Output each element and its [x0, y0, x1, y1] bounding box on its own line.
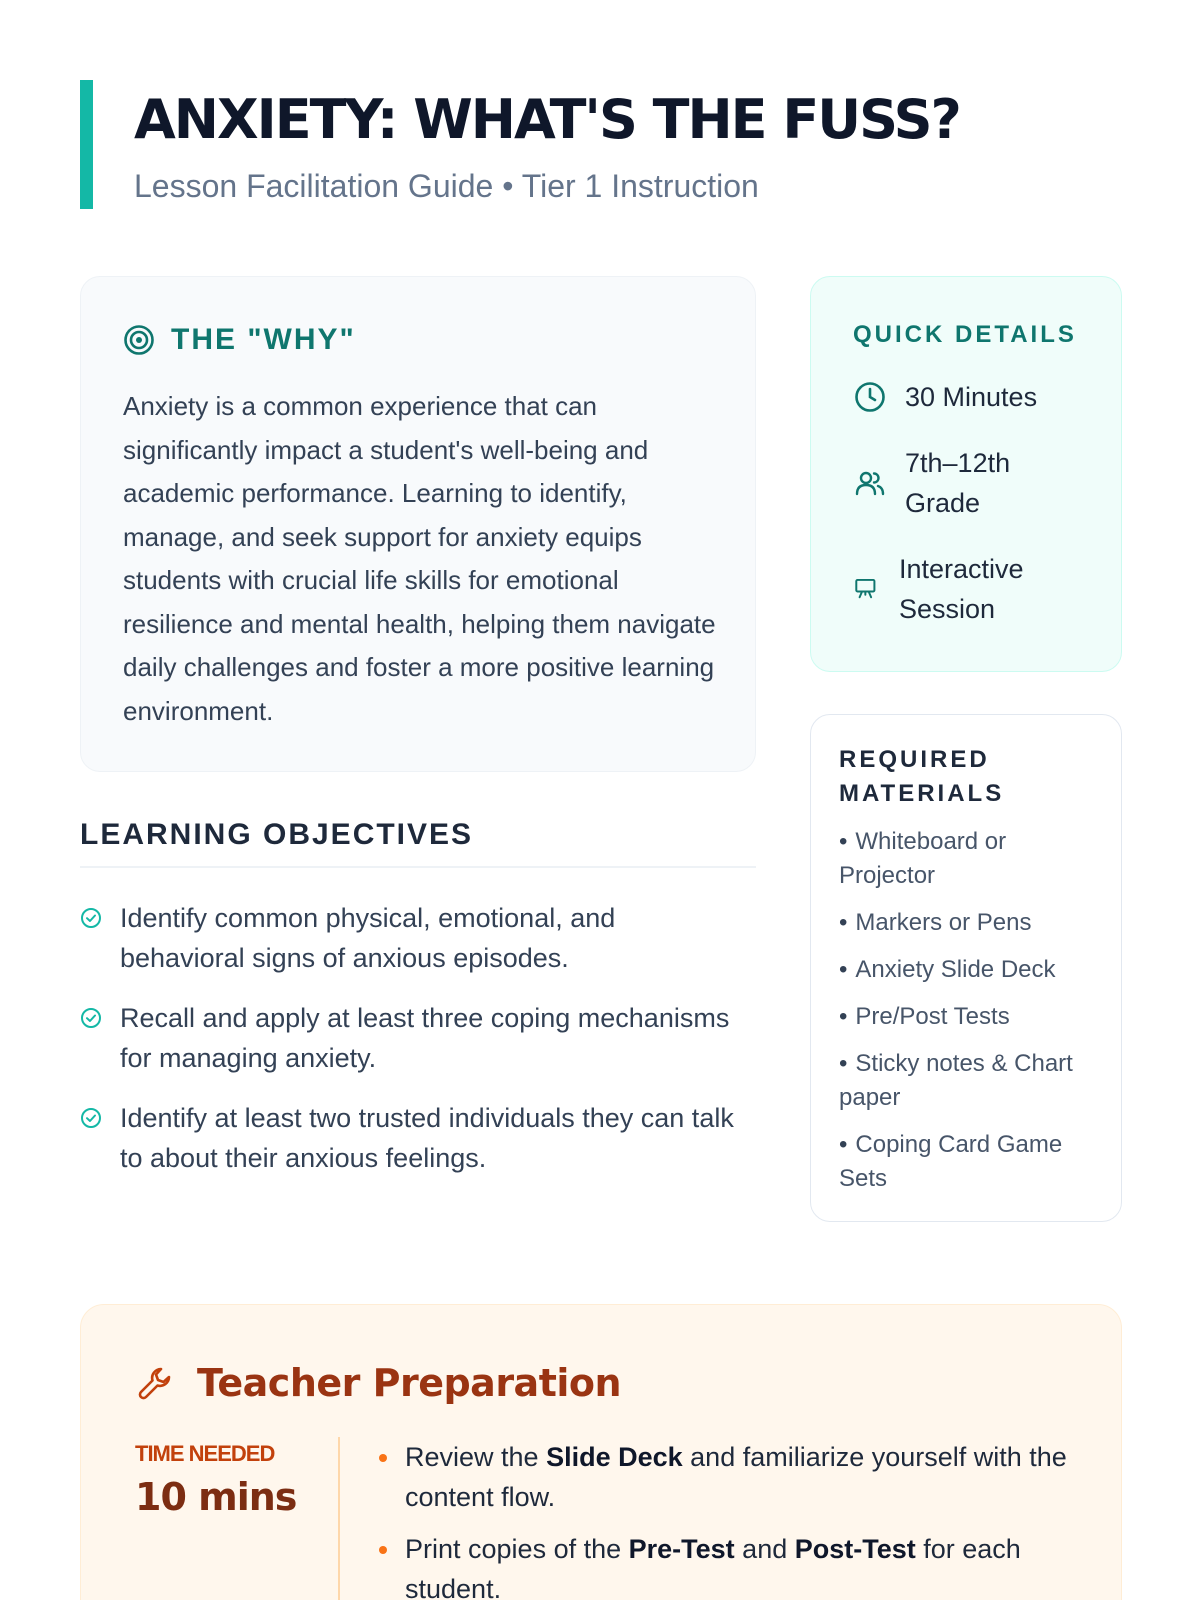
duration-row	[853, 377, 1037, 417]
page-subtitle: Lesson Facilitation Guide • Tier 1 Instruction	[134, 168, 759, 204]
why-card	[80, 276, 756, 772]
objective-text: Identify at least two trusted individuals they can talk to about their anxious feelings.	[120, 1103, 734, 1173]
materials-card	[810, 714, 1122, 1222]
presentation-icon	[853, 575, 881, 603]
materials-list	[839, 825, 1101, 1209]
objective-item	[80, 998, 756, 1078]
why-heading	[123, 323, 356, 357]
grade-line-1: 7th–12th	[905, 448, 1011, 478]
objectives-title: LEARNING OBJECTIVES	[80, 818, 474, 851]
check-circle-icon	[80, 907, 102, 929]
duration-text: 30 Minutes	[905, 382, 1038, 412]
objectives-list	[80, 898, 756, 1198]
objective-item	[80, 898, 756, 978]
clock-icon	[853, 380, 887, 414]
time-needed-value: 10 mins	[135, 1475, 297, 1519]
objectives-divider	[80, 866, 756, 868]
prep-item: Review the Slide Deck and familiarize yourself with the content flow.	[377, 1437, 1077, 1517]
material-item: • Anxiety Slide Deck	[839, 953, 1101, 987]
material-item: • Markers or Pens	[839, 906, 1101, 940]
grade-text	[905, 443, 1010, 523]
objective-text: Recall and apply at least three coping mechanisms for managing anxiety.	[120, 1003, 730, 1073]
page-title: ANXIETY: WHAT'S THE FUSS?	[134, 88, 960, 151]
why-text: Anxiety is a common experience that can significantly impact a student's well-being and academic performance. Learning to identify, manage, and seek support for anxiety equips students with crucial life skills for emotional resilience and mental health, helping them navigate daily challenges and foster a more positive learning environment.	[123, 391, 716, 726]
material-item: • Sticky notes & Chart paper	[839, 1047, 1101, 1115]
format-text	[899, 549, 1024, 629]
material-item: • Coping Card Game Sets	[839, 1128, 1101, 1196]
grade-row	[853, 443, 1010, 523]
why-title: THE "WHY"	[171, 323, 356, 356]
users-icon	[853, 466, 887, 500]
check-circle-icon	[80, 1007, 102, 1029]
material-item: • Whiteboard or Projector	[839, 825, 1101, 893]
quick-details-card	[810, 276, 1122, 672]
prep-item: Print copies of the Pre-Test and Post-Test for each student.	[377, 1529, 1077, 1600]
wrench-icon	[135, 1363, 175, 1403]
header-accent-bar	[80, 80, 93, 209]
quick-details-title: QUICK DETAILS	[853, 321, 1077, 348]
objective-text: Identify common physical, emotional, and behavioral signs of anxious episodes.	[120, 903, 616, 973]
teacher-preparation-card	[80, 1304, 1122, 1600]
materials-title: REQUIRED MATERIALS	[839, 746, 1005, 807]
format-line-1: Interactive	[899, 554, 1024, 584]
grade-line-2: Grade	[905, 488, 981, 518]
format-row	[853, 549, 1024, 629]
format-line-2: Session	[899, 594, 996, 624]
objective-item	[80, 1098, 756, 1178]
prep-divider	[338, 1437, 340, 1600]
prep-list	[377, 1437, 1077, 1600]
page-header	[80, 80, 1120, 210]
prep-title: Teacher Preparation	[197, 1361, 622, 1405]
check-circle-icon	[80, 1107, 102, 1129]
material-item: • Pre/Post Tests	[839, 1000, 1101, 1034]
target-icon	[123, 324, 155, 356]
prep-heading	[135, 1361, 621, 1405]
time-needed-label: TIME NEEDED	[135, 1441, 275, 1466]
